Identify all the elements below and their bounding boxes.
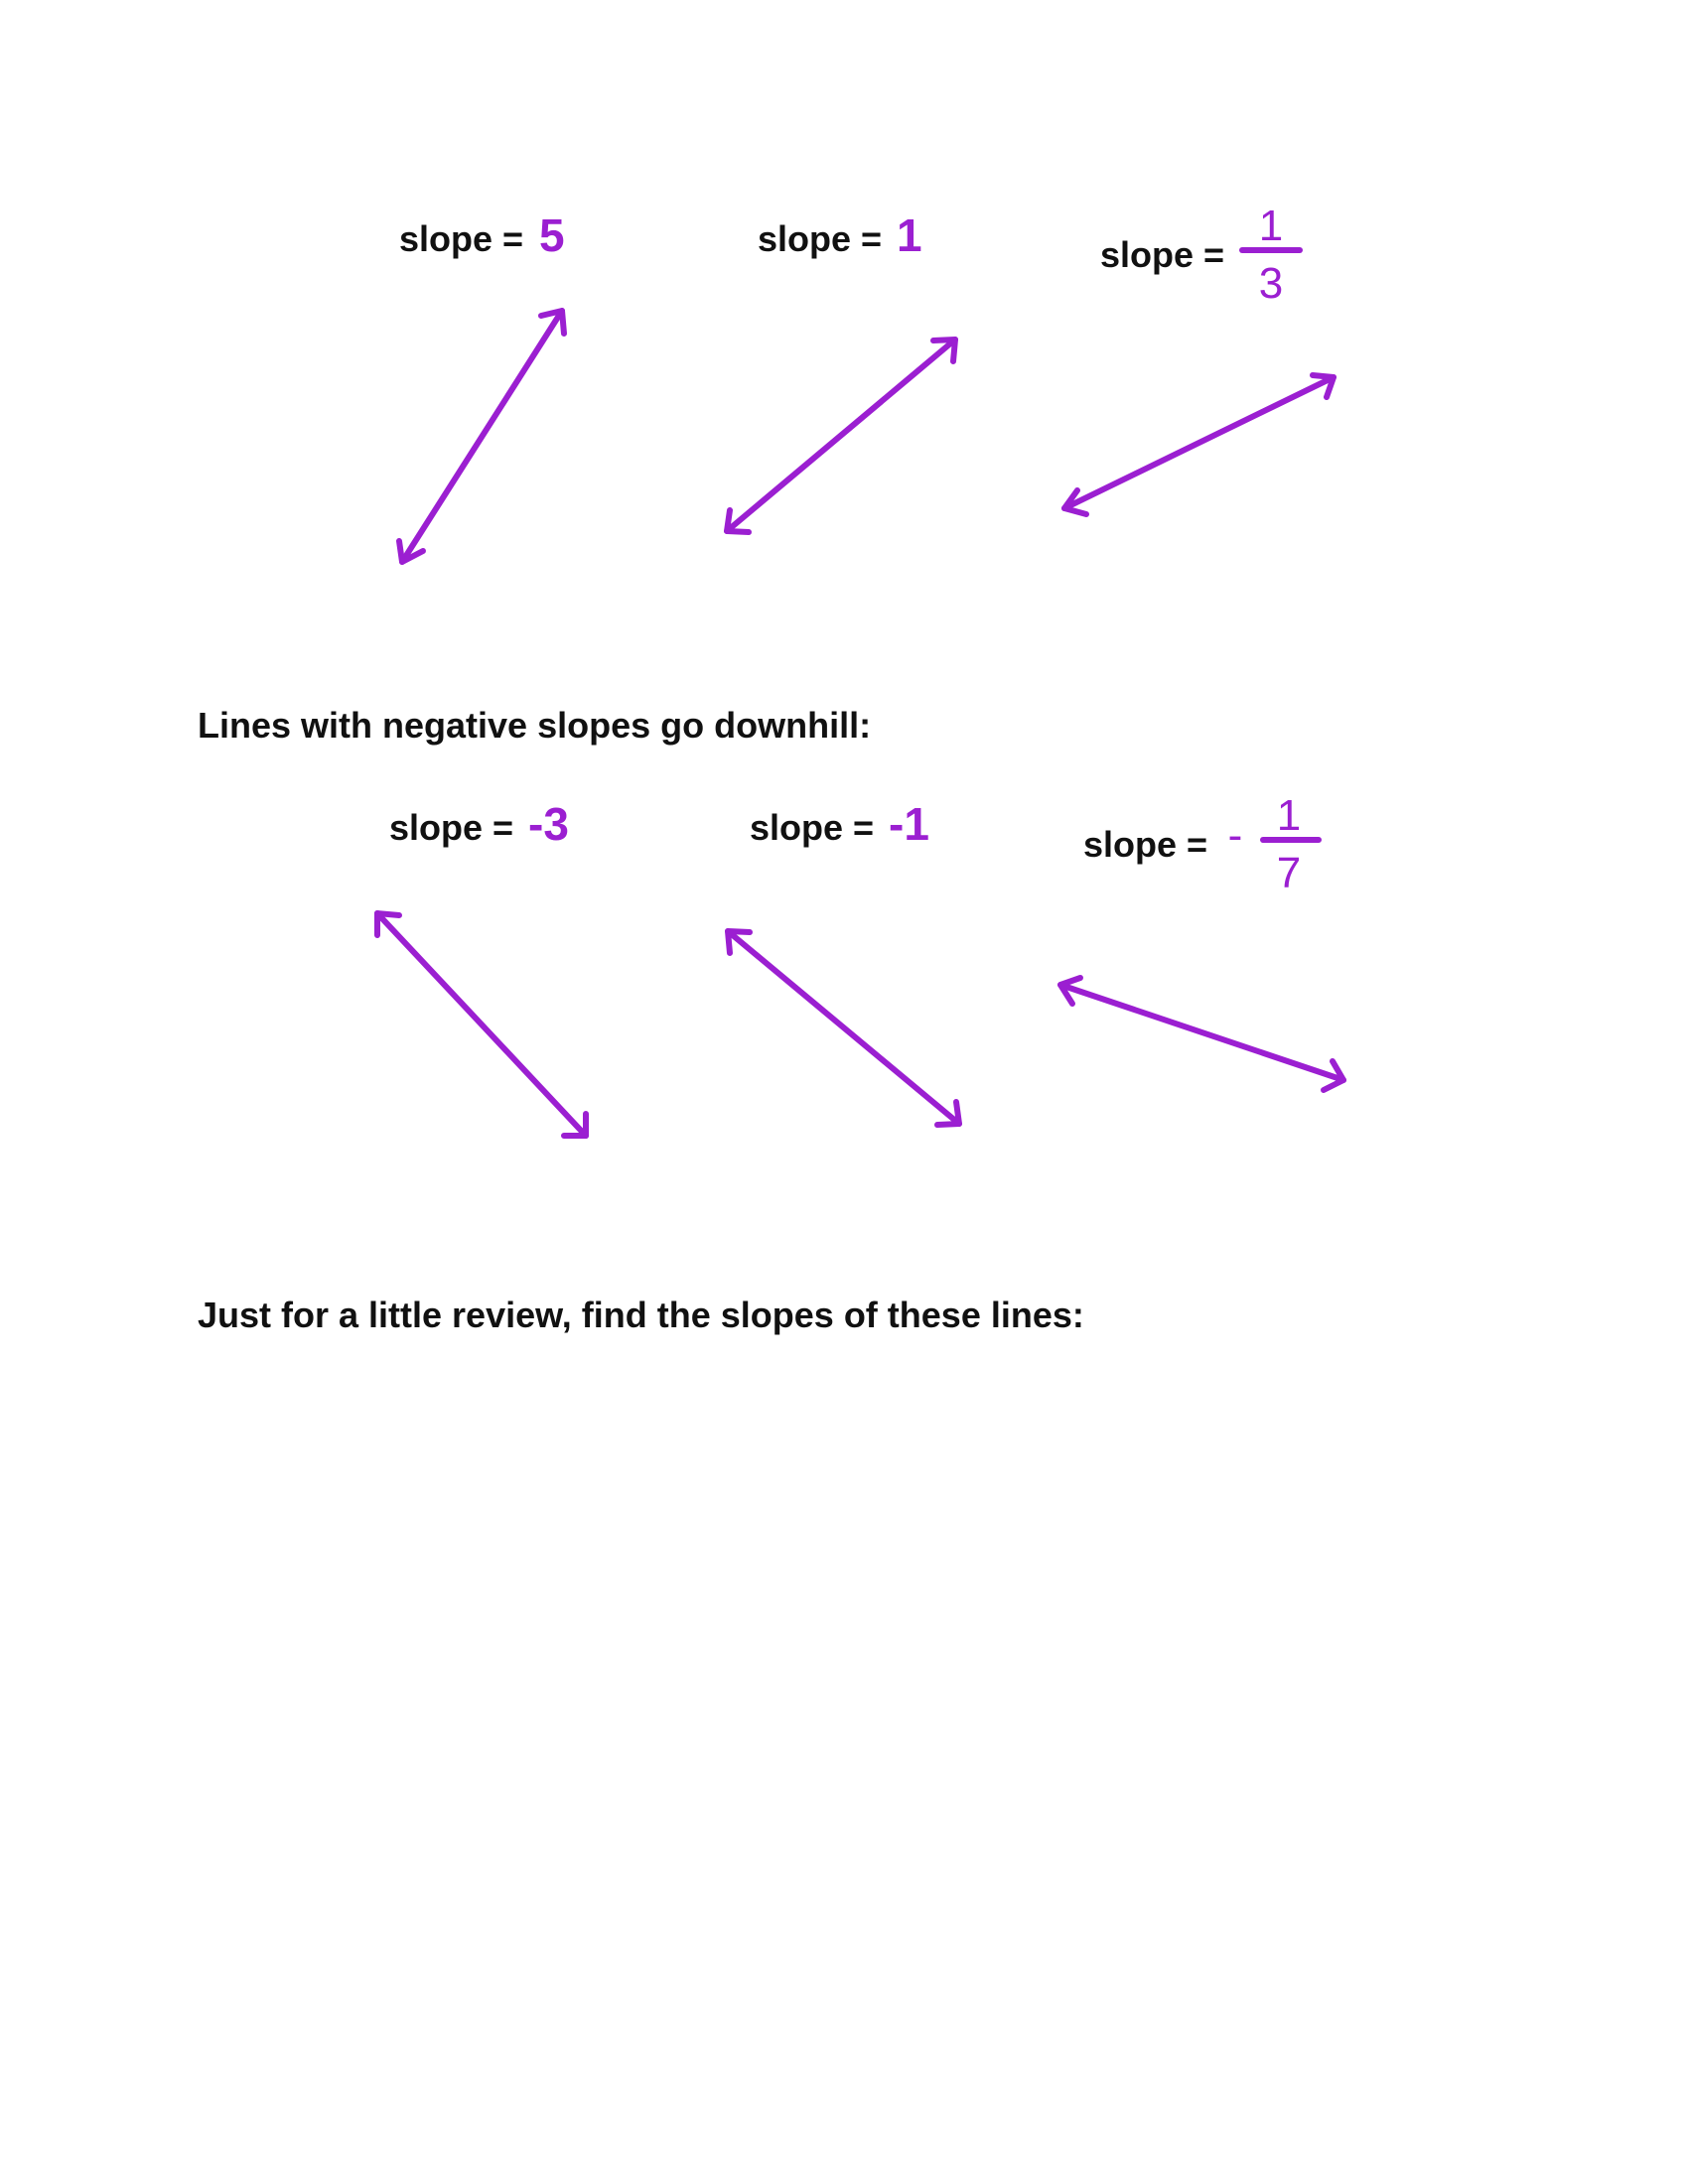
fraction-one-third-numerator: 1	[1258, 202, 1284, 250]
slope-label-neg3: slope =	[389, 807, 514, 848]
slope-label-1: slope =	[758, 218, 883, 259]
slope-value-neg1: -1	[889, 798, 929, 850]
slope-label-neg1: slope =	[750, 807, 875, 848]
fraction-neg-one-seventh-numerator: 1	[1276, 791, 1302, 840]
arrow-slope-neg1	[728, 931, 959, 1125]
arrow-slope-1	[727, 340, 955, 532]
arrow-slope-one-third	[1064, 375, 1334, 514]
arrow-slope-neg3	[377, 913, 586, 1136]
review-heading: Just for a little review, find the slopes of these lines:	[198, 1295, 1084, 1335]
arrow-slope-5	[399, 311, 564, 562]
arrow-slope-neg-one-seventh	[1060, 978, 1343, 1090]
negative-slopes-heading: Lines with negative slopes go downhill:	[198, 705, 872, 746]
slope-label-neg-one-seventh: slope =	[1083, 824, 1208, 865]
slope-label-one-third: slope =	[1100, 234, 1225, 275]
slope-value-neg3: -3	[528, 798, 569, 850]
slope-value-1: 1	[897, 209, 922, 261]
fraction-neg-one-seventh-sign: -	[1227, 811, 1243, 860]
slope-label-5: slope =	[399, 218, 524, 259]
fraction-one-third-denominator: 3	[1258, 259, 1284, 308]
slope-value-5: 5	[539, 209, 565, 261]
fraction-neg-one-seventh-denominator: 7	[1276, 849, 1302, 897]
